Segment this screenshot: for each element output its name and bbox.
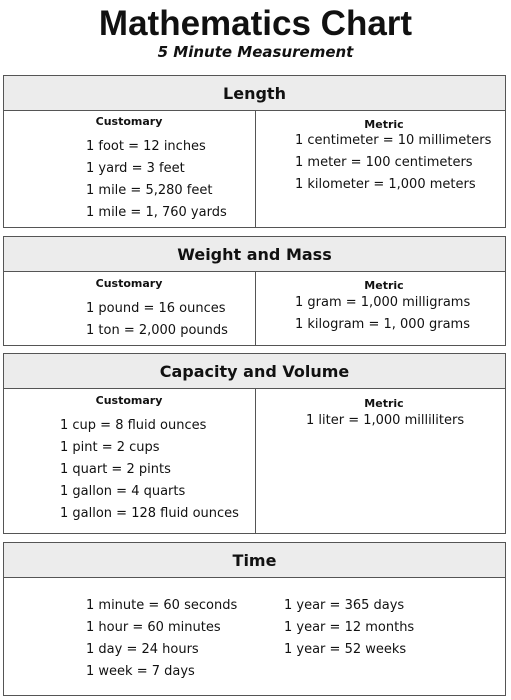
column-divider <box>255 389 256 533</box>
conversion-line: 1 mile = 5,280 feet <box>86 183 213 198</box>
conversion-line: 1 day = 24 hours <box>86 642 199 657</box>
conversion-line: 1 quart = 2 pints <box>60 462 171 477</box>
conversion-line: 1 cup = 8 fluid ounces <box>60 418 207 433</box>
conversion-line: 1 minute = 60 seconds <box>86 598 238 613</box>
conversion-line: 1 ton = 2,000 pounds <box>86 323 228 338</box>
section-heading: Time <box>4 543 505 578</box>
conversion-line: 1 pound = 16 ounces <box>86 301 226 316</box>
section-heading: Weight and Mass <box>4 237 505 272</box>
conversion-line: 1 liter = 1,000 milliliters <box>306 413 465 428</box>
conversion-line: 1 pint = 2 cups <box>60 440 160 455</box>
customary-label: Customary <box>95 115 163 128</box>
conversion-line: 1 yard = 3 feet <box>86 161 185 176</box>
page-title: Mathematics Chart <box>98 4 413 43</box>
time-section <box>3 542 506 696</box>
metric-label: Metric <box>364 118 404 131</box>
capacity-volume-section <box>3 353 506 534</box>
conversion-line: 1 year = 365 days <box>284 598 405 613</box>
conversion-line: 1 year = 52 weeks <box>284 642 407 657</box>
conversion-line: 1 gallon = 4 quarts <box>60 484 186 499</box>
column-divider <box>255 272 256 345</box>
page-subtitle: 5 Minute Measurement <box>157 43 354 61</box>
conversion-line: 1 gram = 1,000 milligrams <box>295 295 471 310</box>
section-heading: Length <box>4 76 505 111</box>
conversion-line: 1 gallon = 128 fluid ounces <box>60 506 239 521</box>
metric-label: Metric <box>364 279 404 292</box>
conversion-line: 1 mile = 1, 760 yards <box>86 205 227 220</box>
conversion-line: 1 kilometer = 1,000 meters <box>295 177 476 192</box>
conversion-line: 1 centimeter = 10 millimeters <box>295 133 492 148</box>
conversion-line: 1 year = 12 months <box>284 620 415 635</box>
conversion-line: 1 foot = 12 inches <box>86 139 206 154</box>
column-divider <box>255 111 256 227</box>
conversion-line: 1 kilogram = 1, 000 grams <box>295 317 470 332</box>
section-heading: Capacity and Volume <box>4 354 505 389</box>
length-section <box>3 75 506 228</box>
weight-mass-section <box>3 236 506 346</box>
customary-label: Customary <box>95 277 163 290</box>
conversion-line: 1 week = 7 days <box>86 664 195 679</box>
metric-label: Metric <box>364 397 404 410</box>
conversion-line: 1 hour = 60 minutes <box>86 620 221 635</box>
conversion-line: 1 meter = 100 centimeters <box>295 155 473 170</box>
customary-label: Customary <box>95 394 163 407</box>
